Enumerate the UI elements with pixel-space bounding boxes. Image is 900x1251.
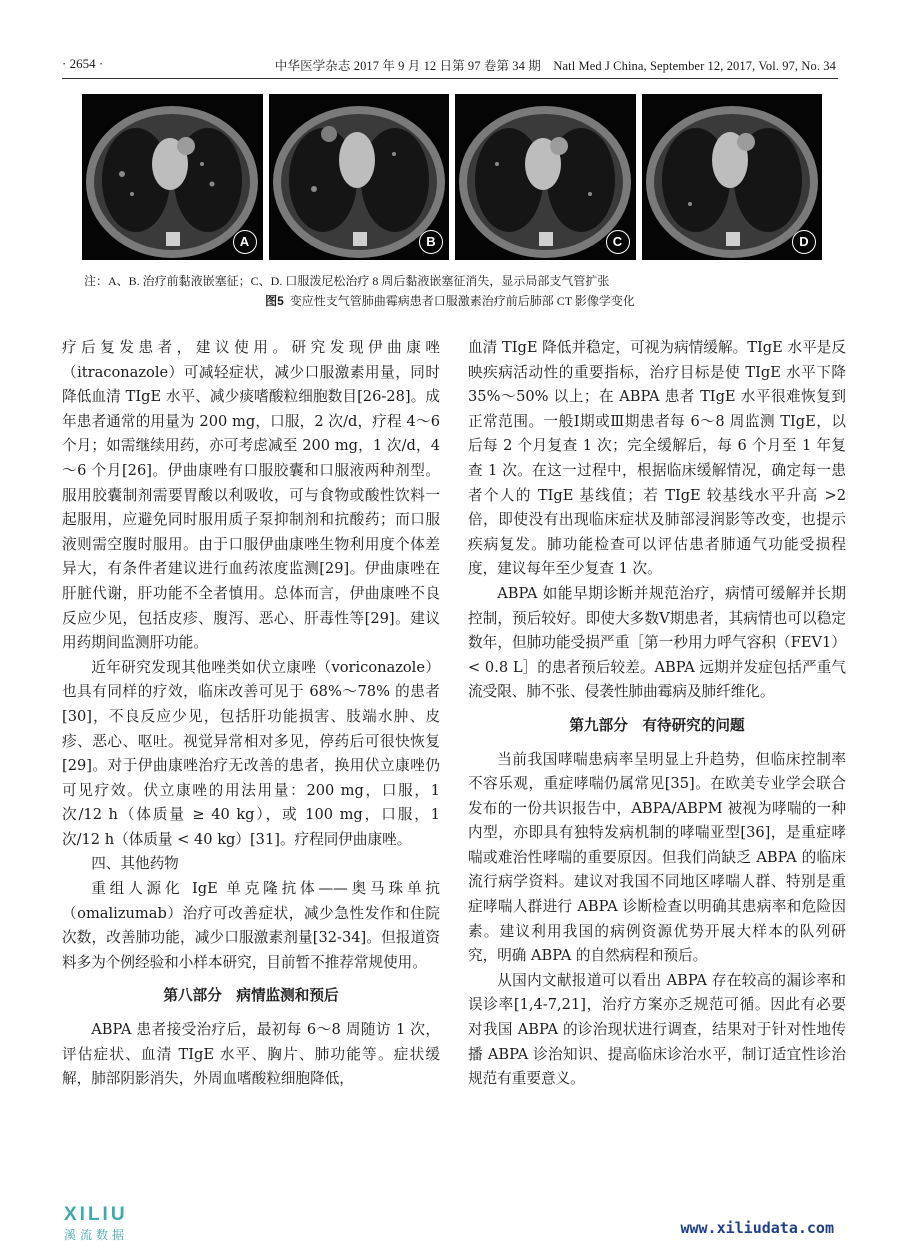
section-9-heading: 第九部分 有待研究的问题 xyxy=(569,716,745,734)
ct-figure xyxy=(82,94,822,260)
paragraph: 血清 TIgE 降低并稳定，可视为病情缓解。TIgE 水平是反映疾病活动性的重要指标，治疗目标是使 TIgE 水平下降 35%～50% 以上；在 ABPA 患者 TIgE 水平很难恢复到正常范围。一般Ⅰ期或Ⅲ期患者每 6～8 周监测 TIgE，以后每 2 个月复查 1 次；完全缓解后，每 6 个月至 1 年复查 1 次。在这一过程中，根据临床缓解情况，确定每一患者个人的 TIgE 基线值；若 TIgE 较基线水平升高 >2 倍，即使没有出现临床症状及肺部浸润影等改变，也提示疾病复发。肺功能检查可以评估患者肺通气功能受损程度，建议每年至少复查 1 次。 xyxy=(468,339,846,578)
paragraph: 近年研究发现其他唑类如伏立康唑（voriconazole）也具有同样的疗效，临床改善可见于 68%～78% 的患者[30]，不良反应少见，包括肝功能损害、肢端水肿、皮疹、恶心、呕吐。视觉异常相对多见，停药后可很快恢复[29]。对于伊曲康唑治疗无改善的患者，换用伏立康唑仍可见疗效。伏立康唑的用法用量：200 mg，口服，1 次/12 h（体质量 ≥ 40 kg），或 100 mg，口服，1 次/12 h（体质量 < 40 kg）[31]。疗程同伊曲康唑。 xyxy=(62,658,440,848)
ct-panel-d xyxy=(642,94,823,260)
panel-label-a: A xyxy=(233,230,257,254)
logo-chinese: 溪流数据 xyxy=(64,1228,129,1242)
xiliu-logo xyxy=(64,1204,164,1246)
figure-caption-label: 图5 xyxy=(265,294,284,308)
paragraph: ABPA 患者接受治疗后，最初每 6～8 周随访 1 次，评估症状、血清 TIgE 水平、胸片、肺功能等。症状缓解，肺部阴影消失，外周血嗜酸粒细胞降低， xyxy=(62,1021,440,1088)
ct-panel-c xyxy=(455,94,636,260)
page-number: · 2654 · xyxy=(62,56,104,71)
paragraph: 疗后复发患者，建议使用。研究发现伊曲康唑（itraconazole）可减轻症状，减少口服激素用量，同时降低血清 TIgE 水平、减少痰嗜酸粒细胞数目[26-28]。成年患者通常的用量为 200 mg，口服，2 次/d，疗程 4～6 个月；如需继续用药，亦可考虑减至 200 mg，1 次/d，4～6 个月[26]。伊曲康唑有口服胶囊和口服液两种剂型。服用胶囊制剂需要胃酸以利吸收，可与食物或酸性饮料一起服用，应避免同时服用质子泵抑制剂和抗酸药；而口服液则需空腹时服用。由于口服伊曲康唑生物利用度个体差异大，有条件者建议进行血药浓度监测[29]。伊曲康唑在肝脏代谢，肝功能不全者慎用。总体而言，伊曲康唑不良反应少见，包括皮疹、腹泻、恶心、肝毒性等[29]。建议用药期间监测肝功能。 xyxy=(62,339,440,652)
footer-url-link[interactable]: www.xiliudata.com xyxy=(680,1219,834,1237)
logo-wordmark: XILIU xyxy=(64,1204,128,1225)
figure-note: 注：A、B. 治疗前黏液嵌塞征；C、D. 口服泼尼松治疗 8 周后黏液嵌塞征消失，显示局部支气管扩张 xyxy=(84,274,610,288)
journal-header: 中华医学杂志 2017 年 9 月 12 日第 97 卷第 34 期 Natl Med J China, September 12, 2017, Vol. 97, No. 34 xyxy=(274,59,836,73)
right-column xyxy=(468,336,846,1092)
left-column xyxy=(62,336,440,1092)
paragraph: 重组人源化 IgE 单克隆抗体——奥马珠单抗（omalizumab）治疗可改善症状，减少急性发作和住院次数，改善肺功能，减少口服激素剂量[32-34]。但报道资料多为个例经验和小样本研究，目前暂不推荐常规使用。 xyxy=(62,880,440,971)
paragraph: 当前我国哮喘患病率呈明显上升趋势，但临床控制率不容乐观，重症哮喘仍属常见[35]。在欧美专业学会联合发布的一份共识报告中，ABPA/ABPM 被视为哮喘的一种内型，亦即具有独特发病机制的哮喘亚型[36]，是重症哮喘或难治性哮喘的重要原因。但我们尚缺乏 ABPA 的临床流行病学资料。建议对我国不同地区哮喘人群、特别是重症哮喘人群进行 ABPA 诊断检查以明确其患病率和危险因素。建议利用我国的病例资源优势开展大样本的队列研究，明确 ABPA 的自然病程和预后。 xyxy=(468,750,846,965)
subheading-other-drugs: 四、其他药物 xyxy=(91,855,179,873)
paragraph: 从国内文献报道可以看出 ABPA 存在较高的漏诊率和误诊率[1,4-7,21]，治疗方案亦乏规范可循。因此有必要对我国 ABPA 的诊治现状进行调查，结果对于针对性地传播 ABPA 诊治知识、提高临床诊治水平，制订适宜性诊治规范有重要意义。 xyxy=(468,971,846,1088)
panel-label-c: C xyxy=(606,230,630,254)
ct-panel-a xyxy=(82,94,263,260)
figure-caption-text: 变应性支气管肺曲霉病患者口服激素治疗前后肺部 CT 影像学变化 xyxy=(289,294,635,308)
panel-label-d: D xyxy=(792,230,816,254)
paragraph: ABPA 如能早期诊断并规范治疗，病情可缓解并长期控制，预后较好。即使大多数Ⅴ期患者，其病情也可以稳定数年，但肺功能受损严重［第一秒用力呼气容积（FEV1）< 0.8 L］的患者预后较差。ABPA 远期并发症包括严重气流受限、肺不张、侵袭性肺曲霉病及肺纤维化。 xyxy=(468,584,846,701)
panel-label-b: B xyxy=(419,230,443,254)
ct-panel-b xyxy=(269,94,450,260)
section-8-heading: 第八部分 病情监测和预后 xyxy=(163,987,339,1005)
header-rule xyxy=(62,78,838,79)
figure-caption xyxy=(0,292,900,309)
